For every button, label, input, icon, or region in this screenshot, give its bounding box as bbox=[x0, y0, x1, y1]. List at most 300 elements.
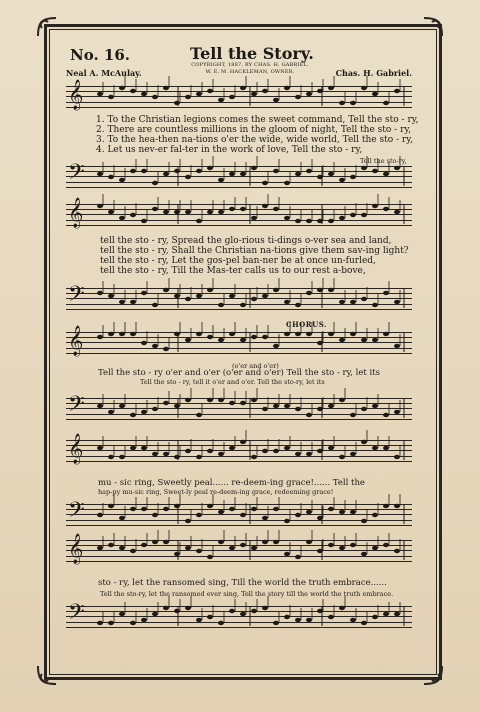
note-head bbox=[339, 398, 345, 402]
note-head bbox=[251, 455, 257, 459]
note-head bbox=[251, 297, 257, 301]
note-head bbox=[361, 407, 367, 411]
note-head bbox=[339, 101, 345, 105]
note-head bbox=[218, 510, 224, 514]
note-head bbox=[284, 216, 290, 220]
note-head bbox=[152, 344, 158, 348]
note-head bbox=[394, 549, 400, 553]
note-head bbox=[119, 332, 125, 336]
note-head bbox=[130, 300, 136, 304]
note-head bbox=[207, 555, 213, 559]
chorus-line: sto - ry, let the ransomed sing, Till the world the truth embrace...... bbox=[98, 578, 387, 588]
note-head bbox=[119, 300, 125, 304]
note-head bbox=[240, 401, 246, 405]
note-head bbox=[229, 172, 235, 176]
note-head bbox=[229, 609, 235, 613]
note-head bbox=[174, 552, 180, 556]
note-head bbox=[218, 621, 224, 625]
note-head bbox=[141, 341, 147, 345]
hymn-number: No. 16. bbox=[70, 46, 130, 64]
chorus-echo: (o'er and o'er) bbox=[232, 362, 279, 370]
note-head bbox=[174, 294, 180, 298]
note-head bbox=[108, 455, 114, 459]
note-head bbox=[394, 166, 400, 170]
verse-line: 2. There are countless millions in the gloom of night, Tell the sto - ry, bbox=[96, 125, 412, 135]
note-head bbox=[284, 332, 290, 336]
note-head bbox=[163, 507, 169, 511]
note-head bbox=[273, 98, 279, 102]
note-head bbox=[108, 95, 114, 99]
note-head bbox=[372, 546, 378, 550]
note-head bbox=[361, 621, 367, 625]
note-head bbox=[339, 216, 345, 220]
note-head bbox=[251, 609, 257, 613]
note-head bbox=[361, 86, 367, 90]
note-head bbox=[361, 297, 367, 301]
note-head bbox=[339, 455, 345, 459]
note-head bbox=[141, 507, 147, 511]
note-head bbox=[240, 338, 246, 342]
note-head bbox=[372, 338, 378, 342]
note-head bbox=[174, 504, 180, 508]
note-head bbox=[130, 446, 136, 450]
note-head bbox=[361, 552, 367, 556]
note-head bbox=[306, 452, 312, 456]
note-head bbox=[394, 344, 400, 348]
note-head bbox=[394, 410, 400, 414]
treble-staff: 𝄞 bbox=[66, 440, 412, 462]
note-head bbox=[97, 404, 103, 408]
note-head bbox=[295, 452, 301, 456]
note-head bbox=[361, 213, 367, 217]
note-head bbox=[141, 446, 147, 450]
note-head bbox=[273, 207, 279, 211]
note-head bbox=[350, 175, 356, 179]
note-head bbox=[372, 615, 378, 619]
bass-staff: 𝄢 bbox=[66, 166, 412, 188]
note-head bbox=[306, 510, 312, 514]
note-head bbox=[141, 291, 147, 295]
note-head bbox=[240, 303, 246, 307]
note-head bbox=[339, 178, 345, 182]
treble-staff: 𝄞 bbox=[66, 204, 412, 226]
note-head bbox=[273, 404, 279, 408]
note-head bbox=[229, 546, 235, 550]
note-head bbox=[97, 546, 103, 550]
note-head bbox=[306, 291, 312, 295]
note-head bbox=[240, 86, 246, 90]
note-head bbox=[185, 95, 191, 99]
treble-staff: 𝄞 bbox=[66, 86, 412, 108]
note-head bbox=[163, 452, 169, 456]
treble-staff: 𝄞 bbox=[66, 540, 412, 562]
note-head bbox=[240, 172, 246, 176]
note-head bbox=[350, 300, 356, 304]
note-head bbox=[152, 513, 158, 517]
note-head bbox=[163, 540, 169, 544]
note-head bbox=[141, 543, 147, 547]
note-head bbox=[163, 347, 169, 351]
note-head bbox=[141, 92, 147, 96]
note-head bbox=[130, 413, 136, 417]
note-head bbox=[218, 210, 224, 214]
note-head bbox=[350, 213, 356, 217]
note-head bbox=[273, 507, 279, 511]
note-head bbox=[372, 169, 378, 173]
note-head bbox=[119, 178, 125, 182]
note-head bbox=[229, 446, 235, 450]
verse-line: 4. Let us nev-er fal-ter in the work of love, Tell the sto - ry, bbox=[96, 145, 363, 155]
note-head bbox=[163, 606, 169, 610]
note-head bbox=[163, 401, 169, 405]
note-head bbox=[185, 546, 191, 550]
note-head bbox=[218, 98, 224, 102]
note-head bbox=[339, 546, 345, 550]
note-head bbox=[196, 294, 202, 298]
note-head bbox=[207, 615, 213, 619]
note-head bbox=[383, 504, 389, 508]
note-head bbox=[185, 210, 191, 214]
note-head bbox=[130, 169, 136, 173]
note-head bbox=[328, 543, 334, 547]
note-head bbox=[174, 101, 180, 105]
note-head bbox=[251, 507, 257, 511]
note-head bbox=[108, 621, 114, 625]
note-head bbox=[97, 446, 103, 450]
note-head bbox=[295, 332, 301, 336]
note-head bbox=[97, 621, 103, 625]
treble-staff: 𝄞 bbox=[66, 332, 412, 354]
note-head bbox=[218, 398, 224, 402]
note-head bbox=[163, 288, 169, 292]
note-head bbox=[185, 175, 191, 179]
note-head bbox=[163, 172, 169, 176]
hymn-title: Tell the Story. bbox=[190, 44, 314, 63]
note-head bbox=[207, 210, 213, 214]
note-head bbox=[284, 300, 290, 304]
note-head bbox=[273, 169, 279, 173]
note-head bbox=[97, 513, 103, 517]
bass-staff: 𝄢 bbox=[66, 288, 412, 310]
note-head bbox=[119, 546, 125, 550]
note-head bbox=[108, 175, 114, 179]
note-head bbox=[185, 519, 191, 523]
note-head bbox=[306, 540, 312, 544]
note-head bbox=[361, 338, 367, 342]
note-head bbox=[119, 455, 125, 459]
chorus-line: Tell the sto - ry o'er and o'er (o'er and o'er) Tell the sto - ry, let its bbox=[98, 368, 381, 378]
note-head bbox=[108, 294, 114, 298]
note-head bbox=[152, 407, 158, 411]
note-head bbox=[163, 86, 169, 90]
note-head bbox=[328, 86, 334, 90]
note-head bbox=[240, 543, 246, 547]
note-head bbox=[240, 207, 246, 211]
note-head bbox=[383, 446, 389, 450]
note-head bbox=[372, 92, 378, 96]
note-head bbox=[141, 618, 147, 622]
note-head bbox=[174, 210, 180, 214]
note-head bbox=[251, 335, 257, 339]
note-head bbox=[141, 219, 147, 223]
note-head bbox=[207, 449, 213, 453]
note-head bbox=[295, 555, 301, 559]
note-head bbox=[251, 166, 257, 170]
note-head bbox=[262, 540, 268, 544]
verse-line: tell the sto - ry, Till the Mas-ter calls us to our rest a-bove, bbox=[100, 266, 366, 276]
note-head bbox=[130, 621, 136, 625]
note-head bbox=[394, 300, 400, 304]
note-head bbox=[350, 452, 356, 456]
note-head bbox=[196, 92, 202, 96]
note-head bbox=[328, 332, 334, 336]
chorus-line: mu - sic ring, Sweetly peal...... re-deem-ing grace!...... Tell the bbox=[98, 478, 365, 488]
note-head bbox=[328, 172, 334, 176]
note-head bbox=[328, 219, 334, 223]
note-head bbox=[339, 338, 345, 342]
note-head bbox=[383, 612, 389, 616]
note-head bbox=[207, 335, 213, 339]
note-head bbox=[119, 516, 125, 520]
note-head bbox=[372, 303, 378, 307]
note-head bbox=[350, 413, 356, 417]
note-head bbox=[284, 181, 290, 185]
verse-line: 3. To the hea-then na-tions o'er the wide, wide world, Tell the sto - ry, bbox=[96, 135, 413, 145]
note-head bbox=[207, 398, 213, 402]
note-head bbox=[185, 338, 191, 342]
bass-chorus-line: Tell the sto - ry, tell it o'er and o'er. Tell the sto-ry, let its bbox=[140, 378, 325, 386]
verse-line: tell the sto - ry, Let the gos-pel ban-ner be at once un-furled, bbox=[100, 256, 376, 266]
note-head bbox=[295, 513, 301, 517]
verse-line: 1. To the Christian legions comes the sweet command, Tell the sto - ry, bbox=[96, 115, 419, 125]
note-head bbox=[163, 210, 169, 214]
note-head bbox=[306, 92, 312, 96]
note-head bbox=[152, 181, 158, 185]
note-head bbox=[295, 172, 301, 176]
note-head bbox=[207, 288, 213, 292]
note-head bbox=[97, 291, 103, 295]
note-head bbox=[328, 404, 334, 408]
note-head bbox=[240, 612, 246, 616]
note-head bbox=[350, 543, 356, 547]
note-head bbox=[328, 288, 334, 292]
note-head bbox=[284, 446, 290, 450]
note-head bbox=[130, 213, 136, 217]
note-head bbox=[383, 413, 389, 417]
note-head bbox=[196, 332, 202, 336]
note-head bbox=[174, 404, 180, 408]
note-head bbox=[185, 449, 191, 453]
note-head bbox=[339, 606, 345, 610]
note-head bbox=[97, 92, 103, 96]
note-head bbox=[185, 606, 191, 610]
note-head bbox=[229, 207, 235, 211]
note-head bbox=[218, 338, 224, 342]
lyricist: Neal A. McAulay. bbox=[66, 68, 142, 78]
note-head bbox=[262, 335, 268, 339]
chorus-label: CHORUS. bbox=[286, 320, 327, 329]
copyright-line-1: COPYRIGHT, 1887, BY CHAS. H. GABRIEL. bbox=[191, 62, 309, 68]
note-head bbox=[306, 332, 312, 336]
note-head bbox=[196, 413, 202, 417]
note-head bbox=[229, 507, 235, 511]
note-head bbox=[152, 207, 158, 211]
note-head bbox=[130, 332, 136, 336]
note-head bbox=[284, 615, 290, 619]
note-head bbox=[174, 169, 180, 173]
note-head bbox=[328, 446, 334, 450]
note-head bbox=[306, 219, 312, 223]
note-head bbox=[108, 332, 114, 336]
note-head bbox=[339, 510, 345, 514]
note-head bbox=[383, 543, 389, 547]
note-head bbox=[262, 516, 268, 520]
bass-echo: Tell the sto-ry, bbox=[360, 157, 407, 165]
note-head bbox=[251, 398, 257, 402]
note-head bbox=[262, 89, 268, 93]
note-head bbox=[152, 95, 158, 99]
note-head bbox=[108, 543, 114, 547]
note-head bbox=[218, 452, 224, 456]
note-head bbox=[251, 216, 257, 220]
note-head bbox=[141, 410, 147, 414]
note-head bbox=[262, 294, 268, 298]
note-head bbox=[218, 178, 224, 182]
note-head bbox=[119, 612, 125, 616]
note-head bbox=[394, 210, 400, 214]
note-head bbox=[196, 513, 202, 517]
note-head bbox=[251, 92, 257, 96]
note-head bbox=[273, 344, 279, 348]
note-head bbox=[262, 181, 268, 185]
note-head bbox=[141, 169, 147, 173]
note-head bbox=[372, 446, 378, 450]
note-head bbox=[218, 540, 224, 544]
note-head bbox=[229, 332, 235, 336]
note-head bbox=[229, 401, 235, 405]
note-head bbox=[240, 440, 246, 444]
note-head bbox=[306, 618, 312, 622]
bass-staff: 𝄢 bbox=[66, 398, 412, 420]
note-head bbox=[306, 413, 312, 417]
note-head bbox=[295, 219, 301, 223]
note-head bbox=[185, 297, 191, 301]
note-head bbox=[152, 303, 158, 307]
note-head bbox=[383, 101, 389, 105]
note-head bbox=[251, 546, 257, 550]
note-head bbox=[273, 288, 279, 292]
note-head bbox=[350, 332, 356, 336]
note-head bbox=[284, 86, 290, 90]
note-head bbox=[372, 204, 378, 208]
verse-line: tell the sto - ry, Shall the Christian na-tions give them sav-ing light? bbox=[100, 246, 409, 256]
note-head bbox=[361, 519, 367, 523]
note-head bbox=[207, 166, 213, 170]
note-head bbox=[174, 455, 180, 459]
note-head bbox=[119, 86, 125, 90]
note-head bbox=[383, 291, 389, 295]
note-head bbox=[295, 407, 301, 411]
note-head bbox=[306, 169, 312, 173]
note-head bbox=[185, 398, 191, 402]
note-head bbox=[196, 169, 202, 173]
note-head bbox=[207, 504, 213, 508]
note-head bbox=[108, 410, 114, 414]
note-head bbox=[97, 335, 103, 339]
note-head bbox=[229, 95, 235, 99]
note-head bbox=[207, 89, 213, 93]
note-head bbox=[262, 407, 268, 411]
note-head bbox=[383, 207, 389, 211]
note-head bbox=[97, 172, 103, 176]
note-head bbox=[383, 172, 389, 176]
note-head bbox=[196, 455, 202, 459]
note-head bbox=[240, 513, 246, 517]
note-head bbox=[383, 332, 389, 336]
bass-chorus-line: hap-py mu-sic ring, Sweet-ly peal re-deem-ing grace, redeeming grace! bbox=[98, 488, 334, 496]
note-head bbox=[196, 618, 202, 622]
note-head bbox=[174, 332, 180, 336]
note-head bbox=[262, 204, 268, 208]
note-head bbox=[108, 210, 114, 214]
note-head bbox=[372, 404, 378, 408]
note-head bbox=[273, 540, 279, 544]
note-head bbox=[119, 216, 125, 220]
note-head bbox=[350, 510, 356, 514]
note-head bbox=[218, 303, 224, 307]
note-head bbox=[284, 404, 290, 408]
note-head bbox=[284, 552, 290, 556]
bass-chorus-line: Tell the sto-ry, let the ransomed ever sing, Tell the story till the world the truth embrace. bbox=[100, 590, 394, 598]
note-head bbox=[339, 300, 345, 304]
bass-staff: 𝄢 bbox=[66, 504, 412, 526]
note-head bbox=[130, 507, 136, 511]
note-head bbox=[394, 455, 400, 459]
note-head bbox=[273, 449, 279, 453]
note-head bbox=[295, 95, 301, 99]
note-head bbox=[295, 618, 301, 622]
note-head bbox=[284, 519, 290, 523]
note-head bbox=[295, 303, 301, 307]
note-head bbox=[328, 615, 334, 619]
note-head bbox=[350, 101, 356, 105]
note-head bbox=[394, 89, 400, 93]
note-head bbox=[130, 89, 136, 93]
note-head bbox=[97, 204, 103, 208]
note-head bbox=[273, 621, 279, 625]
note-head bbox=[108, 504, 114, 508]
note-head bbox=[361, 166, 367, 170]
note-head bbox=[350, 618, 356, 622]
verse-line: tell the sto - ry, Spread the glo-rious ti-dings o-ver sea and land, bbox=[100, 236, 392, 246]
note-head bbox=[394, 612, 400, 616]
note-head bbox=[174, 609, 180, 613]
copyright-line-2: W. E. M. HACKLEMAN, OWNER. bbox=[205, 69, 295, 75]
note-head bbox=[196, 549, 202, 553]
composer: Chas. H. Gabriel. bbox=[335, 68, 412, 78]
note-head bbox=[152, 612, 158, 616]
note-head bbox=[229, 294, 235, 298]
note-head bbox=[152, 540, 158, 544]
note-head bbox=[152, 452, 158, 456]
note-head bbox=[119, 404, 125, 408]
note-head bbox=[262, 449, 268, 453]
note-head bbox=[361, 440, 367, 444]
note-head bbox=[372, 513, 378, 517]
note-head bbox=[328, 507, 334, 511]
note-head bbox=[196, 219, 202, 223]
note-head bbox=[394, 504, 400, 508]
